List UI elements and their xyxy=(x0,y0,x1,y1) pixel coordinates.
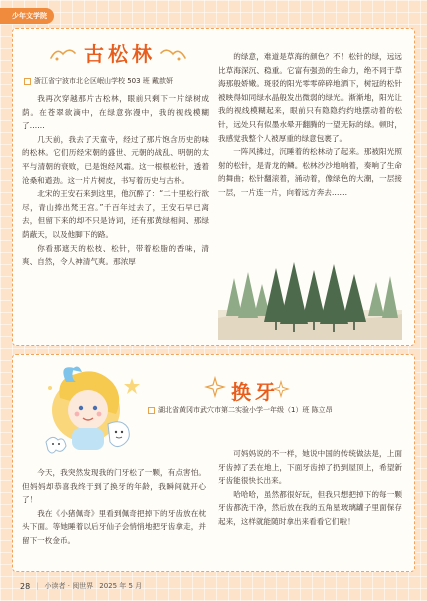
page-footer xyxy=(20,581,142,591)
bird-icon xyxy=(158,44,188,64)
paragraph: 一阵风拂过，沉睡着的松林动了起来。那被阳光照射的松针，是青龙的鳞。松林沙沙地响着，奏响了生命的舞曲；松针翻滚着，涌动着，像绿色的大潮，一层接一层，一片连一片，向着远方奔去…… xyxy=(218,147,402,197)
footer-divider: | xyxy=(36,582,39,590)
article-body-column-2 xyxy=(218,50,402,254)
article-body-column-1 xyxy=(22,92,209,332)
bird-icon xyxy=(48,44,78,64)
byline-box-icon xyxy=(24,78,31,85)
paragraph: 我在《小猪佩奇》里看到佩奇把掉下的牙齿放在枕头下面。等她睡着以后牙仙子会悄悄地把牙齿拿走，并留下一枚金币。 xyxy=(22,508,206,545)
byline-text: 浙江省宁波市北仑区岷山学校 503 班 戴歆妍 xyxy=(34,77,174,85)
pine-forest-illustration xyxy=(218,258,402,340)
article-byline xyxy=(24,76,173,86)
article-title: 古松林 xyxy=(84,42,156,66)
article-body-column-1 xyxy=(22,466,206,566)
paragraph: 北宋的王安石来到这里，他沉醉了：“二十里松行欲尽，青山捧出梵王宫。”千百年过去了，王安石早已离去，但留下来的却不只是诗词，还有那黄绿相间、那绿荫蔽天，以及他脚下的路。 xyxy=(22,189,209,239)
byline-text: 湖北省黄冈市武穴市第二实验小学一年级（1）班 陈立昂 xyxy=(158,406,333,414)
paragraph: 哈哈哈，虽然都很好玩，但我只想把掉下的每一颗牙齿都洗干净，然后放在我的五角星玻璃罐子里面保存起来，这样就能随时拿出来看看它们啦！ xyxy=(218,489,402,526)
paragraph: 今天，我突然发现我的门牙松了一颗，有点害怕。但妈妈却恭喜我终于到了换牙的年龄，我瞬间就开心了！ xyxy=(22,468,206,505)
tooth-fairy-illustration xyxy=(36,358,144,462)
article-title: 换牙 xyxy=(231,380,279,404)
article-body-column-2 xyxy=(218,447,402,557)
issue-date: 2025 年 5 月 xyxy=(99,582,143,590)
paragraph: 几天前，我去了天童寺，经过了那片饱含历史韵味的松林。它们历经宋朝的盛世、元朝的战乱、明朝的太平与清朝的衰败，已是饱经风霜。这一根根松针，透着沧桑和遒劲。这一片片树皮，书写着历史与古朴。 xyxy=(22,134,209,185)
paragraph: 你看那遮天的松枝、松针，带着松脂的香味，清爽、自然，令人神清气爽。那浓厚 xyxy=(22,243,209,267)
page-number: 28 xyxy=(20,581,31,591)
byline-box-icon xyxy=(148,407,155,414)
column-tag: 少年文学院 xyxy=(0,8,54,24)
paragraph: 我再次穿越那片古松林，眼前只剩下一片绿树成荫。在苍翠欲滴中，在绿意弥漫中，我的视线模糊了…… xyxy=(22,94,209,131)
paragraph: 的绿意，难道是草海的颜色？不！松针的绿，远远比草海深沉、稳重。它富有强劲的生命力，绝不同于草海那般娇嫩。斑驳的阳光零零碎碎地洒下，树冠的松针被映得如同绿水晶般发出微弱的绿光。渐渐地，阳光让我的视线模糊起来，眼前只有隐隐约约地摆动着的松针，远处只有似墨水晕开翻腾的一望无际的绿。顿时，我感觉我整个人被厚重的绿意包裹了。 xyxy=(218,52,402,143)
sparkle-icon xyxy=(272,380,290,398)
article-byline xyxy=(148,405,333,415)
magazine-name: 小读者 · 阅世界 xyxy=(44,582,94,590)
paragraph: 可妈妈说的不一样，她说中国的传统做法是，上面牙齿掉了丢在地上，下面牙齿掉了扔到屋顶上，希望新牙齿能很快长出来。 xyxy=(218,449,402,486)
sparkle-icon xyxy=(204,376,226,398)
